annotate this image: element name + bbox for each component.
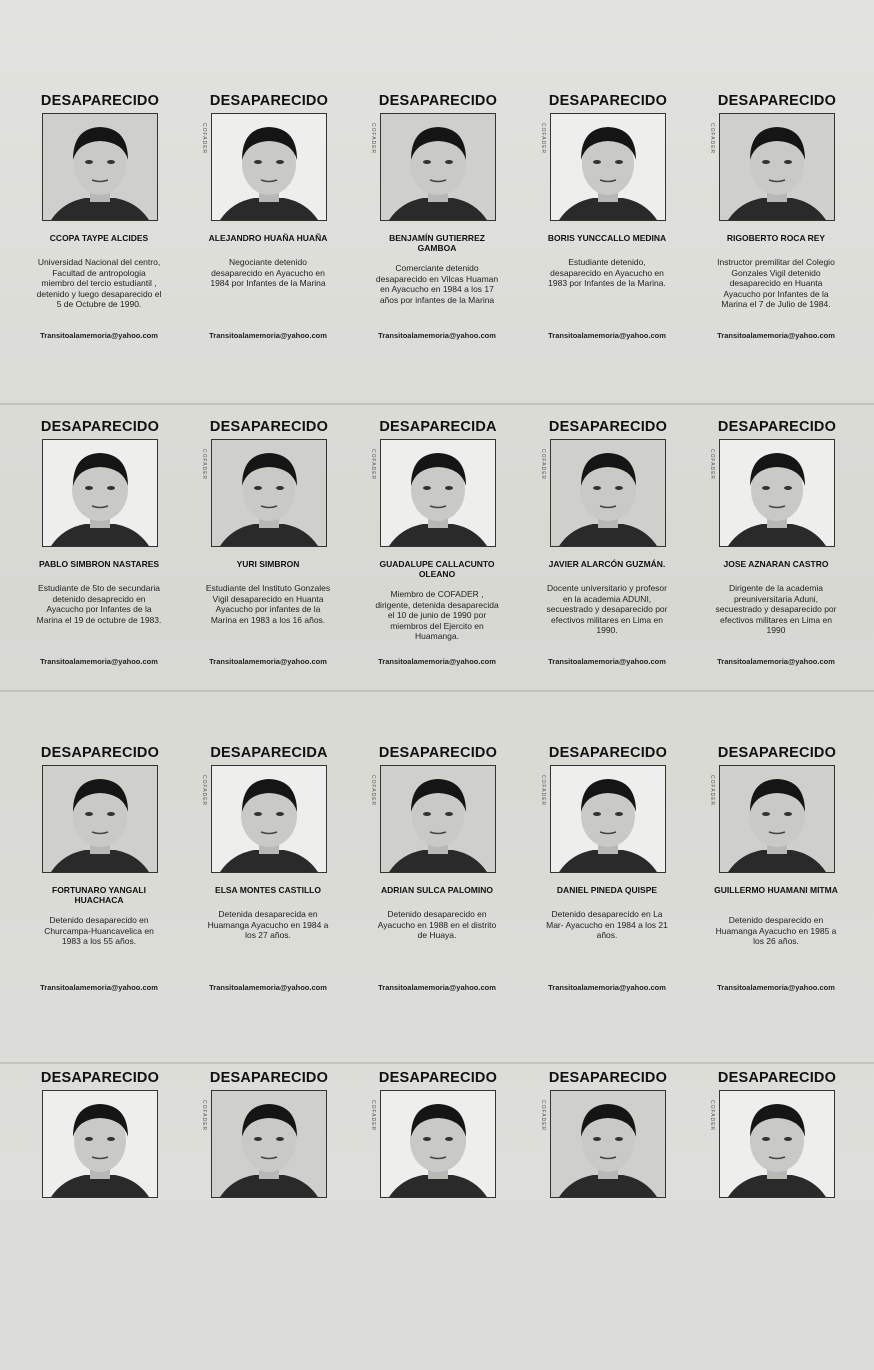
missing-person-card <box>370 93 546 383</box>
missing-person-card <box>540 1070 716 1360</box>
cofader-watermark: COFADER <box>540 123 546 155</box>
person-description: Estudiante del Instituto Gonzales Vigil desaparecido en Huanta Ayacucho por infantes de la Marina en 1983 a los 16 años. <box>205 583 331 625</box>
poster-row <box>0 419 874 719</box>
portrait-photo <box>42 1090 158 1198</box>
person-description: Estudiante detenido, desaparecido en Ayacucho en 1983 por Infantes de la Marina. <box>548 257 666 288</box>
card-heading: DESAPARECIDO <box>548 1070 668 1086</box>
contact-email: Transitoalamemoria@yahoo.com <box>209 657 327 666</box>
poster-row <box>0 93 874 393</box>
person-description: Instructor premilitar del Colegio Gonzales Vigil detenido desaparecido en Huanta Ayacucho por Infantes de la Marina el 7 de Julio de 1984. <box>717 257 835 309</box>
card-heading: DESAPARECIDA <box>210 745 328 761</box>
contact-email: Transitoalamemoria@yahoo.com <box>378 983 496 992</box>
person-description: Detenida desaparecida en Huamanga Ayacucho en 1984 a los 27 años. <box>207 909 329 940</box>
cofader-watermark: COFADER <box>370 123 376 155</box>
poster-row <box>0 1070 874 1370</box>
card-heading: DESAPARECIDO <box>378 745 498 761</box>
portrait-photo <box>550 1090 666 1198</box>
contact-email: Transitoalamemoria@yahoo.com <box>548 983 666 992</box>
person-name: FORTUNARO YANGALI HUACHACA <box>52 885 146 905</box>
person-description: Universidad Nacional del centro, Facultad de antropologia miembro del tercio estudiantil , detenido y luego desaparecido el 5 de Octubre de 1990. <box>36 257 162 309</box>
contact-email: Transitoalamemoria@yahoo.com <box>548 657 666 666</box>
person-name: CCOPA TAYPE ALCIDES <box>49 233 149 243</box>
portrait-photo <box>211 1090 327 1198</box>
contact-email: Transitoalamemoria@yahoo.com <box>717 983 835 992</box>
person-description: Detenido desaparecido en Churcampa-Huancavelica en 1983 a los 55 años. <box>44 915 154 946</box>
person-description: Detenido desparecido en Huamanga Ayacucho en 1985 a los 26 años. <box>715 915 837 946</box>
contact-email: Transitoalamemoria@yahoo.com <box>548 331 666 340</box>
missing-person-card <box>201 745 377 1035</box>
poster-row <box>0 745 874 1045</box>
portrait-photo <box>211 439 327 547</box>
person-name: ELSA MONTES CASTILLO <box>215 885 321 895</box>
portrait-photo <box>42 439 158 547</box>
contact-email: Transitoalamemoria@yahoo.com <box>717 657 835 666</box>
person-description: Docente universitario y profesor en la academia ADUNI, secuestrado y desaparecido por efectivos militares en Lima en 1990. <box>546 583 668 635</box>
cofader-watermark: COFADER <box>201 449 207 481</box>
card-heading: DESAPARECIDO <box>717 745 837 761</box>
portrait-photo <box>42 113 158 221</box>
missing-person-card <box>709 1070 874 1360</box>
contact-email: Transitoalamemoria@yahoo.com <box>209 331 327 340</box>
portrait-photo <box>42 765 158 873</box>
cofader-watermark: COFADER <box>370 1100 376 1132</box>
portrait-photo <box>719 113 835 221</box>
person-name: JAVIER ALARCÓN GUZMÁN. <box>548 559 666 569</box>
card-heading: DESAPARECIDO <box>40 93 160 109</box>
portrait-photo <box>380 439 496 547</box>
card-heading: DESAPARECIDO <box>378 93 498 109</box>
cofader-watermark: COFADER <box>370 775 376 807</box>
missing-person-card <box>370 745 546 1035</box>
contact-email: Transitoalamemoria@yahoo.com <box>40 331 158 340</box>
card-heading: DESAPARECIDO <box>209 419 329 435</box>
card-heading: DESAPARECIDO <box>717 1070 837 1086</box>
fold-line <box>0 403 874 405</box>
fold-line <box>0 1062 874 1064</box>
portrait-photo <box>719 765 835 873</box>
person-name: DANIEL PINEDA QUISPE <box>556 885 658 895</box>
person-description: Comerciante detenido desaparecido en Vilcas Huaman en Ayacucho en 1984 a los 17 años por infantes de la Marina <box>375 263 499 305</box>
portrait-photo <box>550 765 666 873</box>
person-description: Dirigente de la academia preuniversitaria Aduni, secuestrado y desaparecido por efectivos militares en Lima en 1990 <box>715 583 837 635</box>
missing-person-card <box>709 745 874 1035</box>
contact-email: Transitoalamemoria@yahoo.com <box>40 657 158 666</box>
person-name: BORIS YUNCCALLO MEDINA <box>547 233 667 243</box>
missing-person-card <box>36 419 208 709</box>
missing-person-card <box>36 93 208 383</box>
cofader-watermark: COFADER <box>540 449 546 481</box>
missing-person-card <box>201 93 377 383</box>
person-name: GUADALUPE CALLACUNTO OLEANO <box>379 559 495 579</box>
contact-email: Transitoalamemoria@yahoo.com <box>209 983 327 992</box>
person-description: Detenido desaparecido en Ayacucho en 1988 en el distrito de Huaya. <box>377 909 497 940</box>
card-heading: DESAPARECIDO <box>209 1070 329 1086</box>
contact-email: Transitoalamemoria@yahoo.com <box>40 983 158 992</box>
cofader-watermark: COFADER <box>201 775 207 807</box>
missing-person-card <box>540 745 716 1035</box>
card-heading: DESAPARECIDO <box>378 1070 498 1086</box>
missing-person-card <box>370 419 546 709</box>
cofader-watermark: COFADER <box>540 775 546 807</box>
person-name: BENJAMÍN GUTIERREZ GAMBOA <box>389 233 485 253</box>
contact-email: Transitoalamemoria@yahoo.com <box>378 657 496 666</box>
missing-person-card <box>201 419 377 709</box>
person-description: Detenido desaparecido en La Mar- Ayacucho en 1984 a los 21 años. <box>546 909 668 940</box>
portrait-photo <box>380 1090 496 1198</box>
cofader-watermark: COFADER <box>709 123 715 155</box>
portrait-photo <box>550 113 666 221</box>
missing-person-card <box>540 93 716 383</box>
person-name: ADRIAN SULCA PALOMINO <box>381 885 493 895</box>
missing-person-card <box>370 1070 546 1360</box>
portrait-photo <box>550 439 666 547</box>
missing-person-card <box>540 419 716 709</box>
card-heading: DESAPARECIDO <box>40 1070 160 1086</box>
cofader-watermark: COFADER <box>709 1100 715 1132</box>
cofader-watermark: COFADER <box>201 1100 207 1132</box>
missing-person-card <box>709 93 874 383</box>
portrait-photo <box>719 1090 835 1198</box>
missing-person-card <box>201 1070 377 1360</box>
person-name: JOSE AZNARAN CASTRO <box>723 559 829 569</box>
card-heading: DESAPARECIDA <box>379 419 497 435</box>
card-heading: DESAPARECIDO <box>717 419 837 435</box>
person-name: ALEJANDRO HUAÑA HUAÑA <box>208 233 328 243</box>
missing-person-card <box>40 745 208 1035</box>
person-name: PABLO SIMBRON NASTARES <box>38 559 160 569</box>
cofader-watermark: COFADER <box>201 123 207 155</box>
cofader-watermark: COFADER <box>370 449 376 481</box>
cofader-watermark: COFADER <box>709 449 715 481</box>
person-name: YURI SIMBRON <box>236 559 300 569</box>
portrait-photo <box>211 113 327 221</box>
person-description: Estudiante de 5to de secundaria detenido desaprecido en Ayacucho por Infantes de la Marina el 19 de octubre de 1983. <box>36 583 162 625</box>
cofader-watermark: COFADER <box>709 775 715 807</box>
contact-email: Transitoalamemoria@yahoo.com <box>717 331 835 340</box>
portrait-photo <box>380 113 496 221</box>
cofader-watermark: COFADER <box>540 1100 546 1132</box>
person-description: Negociante detenido desaparecido en Ayacucho en 1984 por Infantes de la Marina <box>210 257 326 288</box>
card-heading: DESAPARECIDO <box>548 419 668 435</box>
card-heading: DESAPARECIDO <box>40 419 160 435</box>
card-heading: DESAPARECIDO <box>40 745 160 761</box>
card-heading: DESAPARECIDO <box>717 93 837 109</box>
missing-person-card <box>709 419 874 709</box>
contact-email: Transitoalamemoria@yahoo.com <box>378 331 496 340</box>
card-heading: DESAPARECIDO <box>548 745 668 761</box>
portrait-photo <box>211 765 327 873</box>
card-heading: DESAPARECIDO <box>209 93 329 109</box>
person-name: RIGOBERTO ROCA REY <box>726 233 826 243</box>
missing-person-card <box>40 1070 208 1360</box>
card-heading: DESAPARECIDO <box>548 93 668 109</box>
person-name: GUILLERMO HUAMANI MITMA <box>714 885 838 895</box>
person-description: Miembro de COFADER , dirigente, detenida desaparecida el 10 de junio de 1990 por miembros del Ejercito en Huamanga. <box>375 589 499 641</box>
portrait-photo <box>719 439 835 547</box>
portrait-photo <box>380 765 496 873</box>
